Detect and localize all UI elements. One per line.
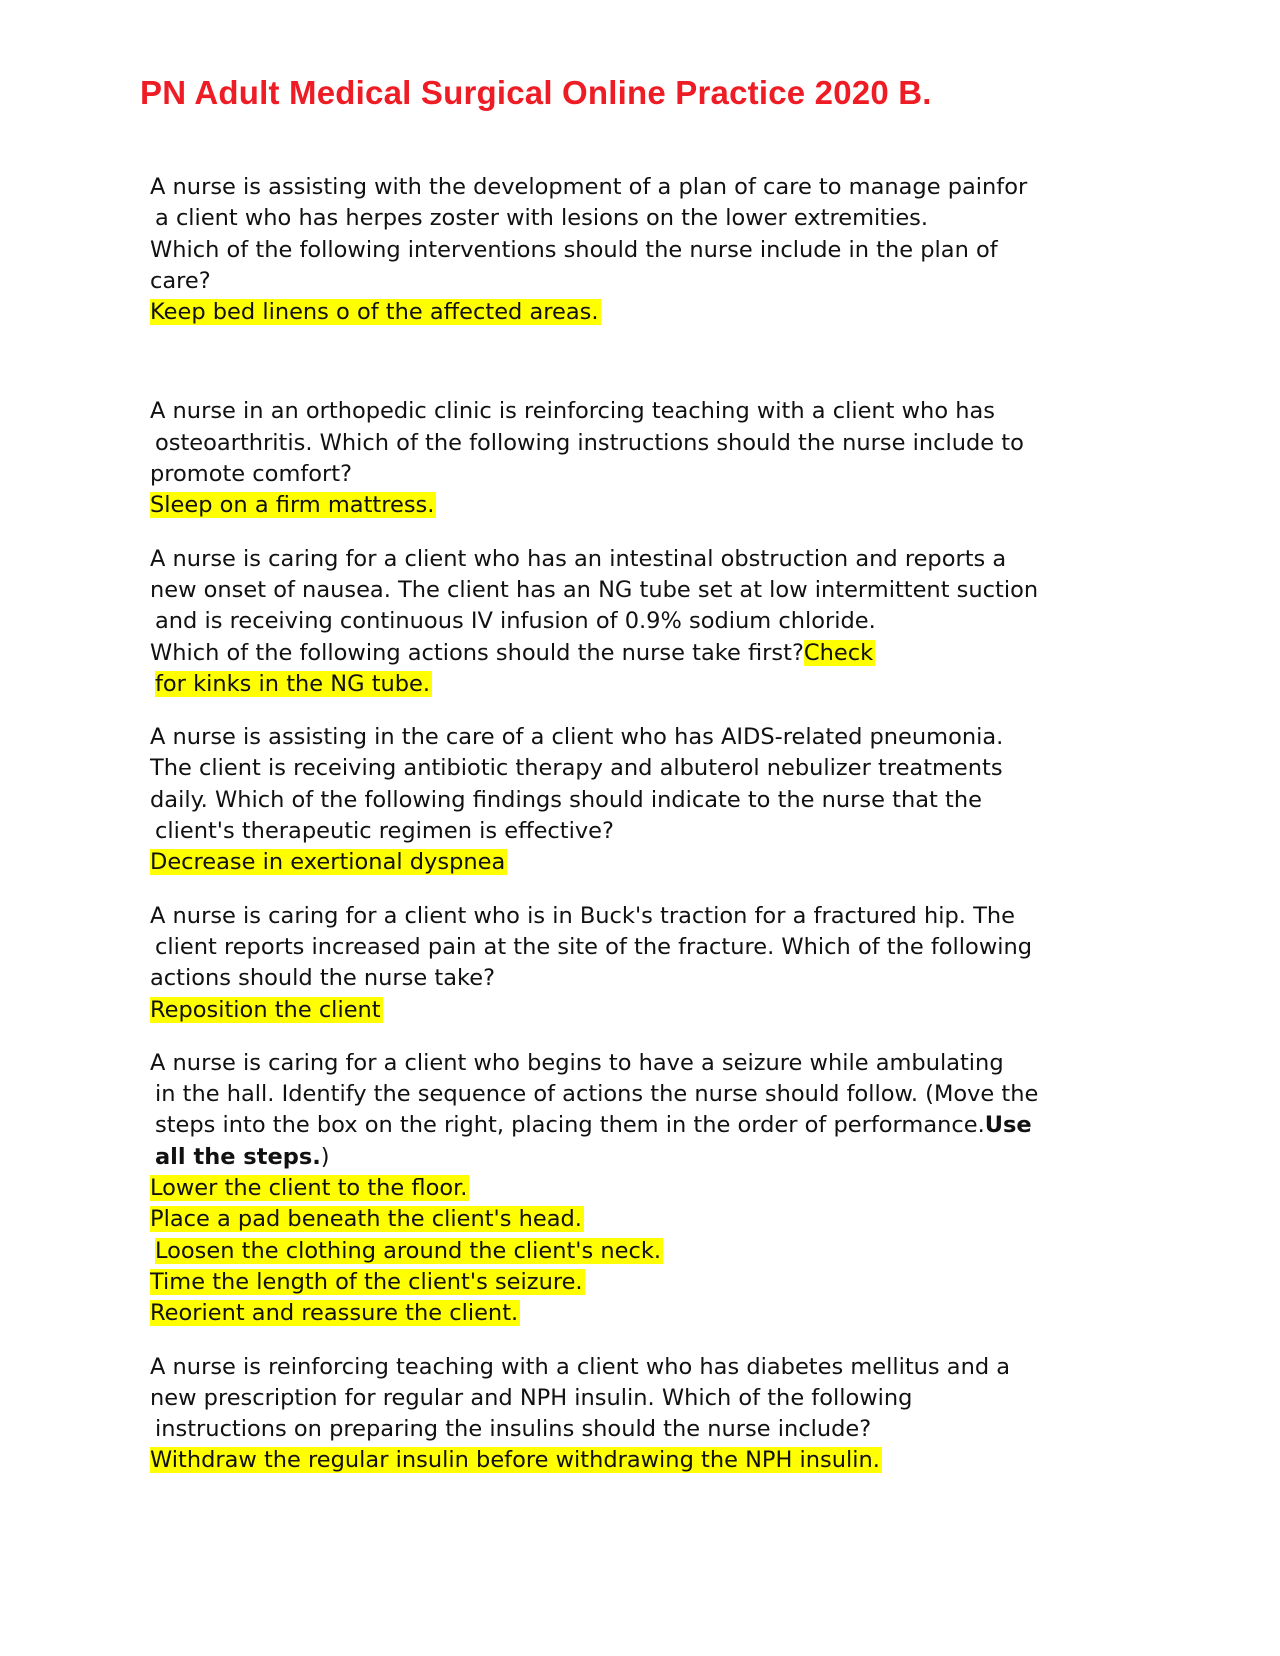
highlighted-answer-start: Check — [803, 639, 874, 666]
question-text-segment: ) — [320, 1143, 330, 1170]
highlighted-answer-step-3: Loosen the clothing around the client's neck. — [155, 1237, 661, 1264]
question-text-line: Which of the following interventions should the nurse include in the plan of — [150, 236, 998, 263]
question-4 — [150, 722, 1125, 878]
highlighted-answer: Sleep on a firm mattress. — [150, 492, 435, 519]
question-text-line: A nurse is assisting with the development of a plan of care to manage painfor — [150, 174, 1028, 200]
question-text-line: A nurse is caring for a client who begins to have a seizure while ambulating — [150, 1049, 1004, 1076]
question-text-line: a client who has herpes zoster with lesions on the lower extremities. — [155, 205, 929, 232]
question-text-line: osteoarthritis. Which of the following instructions should the nurse include to — [155, 429, 1024, 456]
question-text-line: and is receiving continuous IV infusion of 0.9% sodium chloride. — [155, 608, 876, 635]
question-text-line: The client is receiving antibiotic therapy and albuterol nebulizer treatments — [150, 755, 1003, 782]
highlighted-answer-step-5: Reorient and reassure the client. — [150, 1300, 519, 1327]
document-body — [150, 172, 1125, 1477]
highlighted-answer-step-2: Place a pad beneath the client's head. — [150, 1206, 582, 1233]
question-text-line: in the hall. Identify the sequence of actions the nurse should follow. (Move the — [155, 1081, 1039, 1108]
question-text-line: care? — [150, 267, 211, 294]
highlighted-answer-step-4: Time the length of the client's seizure. — [150, 1268, 583, 1295]
bold-instruction: Use — [984, 1112, 1032, 1139]
highlighted-answer: Reposition the client — [150, 996, 381, 1023]
question-text-line: new prescription for regular and NPH insulin. Which of the following — [150, 1384, 913, 1411]
question-5 — [150, 901, 1125, 1026]
question-text-line: new onset of nausea. The client has an NG tube set at low intermittent suction — [150, 576, 1039, 603]
highlighted-answer-step-1: Lower the client to the floor. — [150, 1175, 468, 1202]
question-text-segment: Which of the following actions should the nurse take first? — [150, 639, 804, 666]
question-3 — [150, 544, 1125, 700]
question-text-line: A nurse is reinforcing teaching with a client who has diabetes mellitus and a — [150, 1353, 1011, 1380]
highlighted-answer: for kinks in the NG tube. — [155, 670, 431, 697]
question-1 — [150, 172, 1125, 328]
highlighted-answer: Keep bed linens o of the affected areas. — [150, 299, 599, 326]
highlighted-answer: Withdraw the regular insulin before withdrawing the NPH insulin. — [150, 1447, 880, 1474]
question-text-line: A nurse is caring for a client who has an intestinal obstruction and reports a — [150, 545, 1007, 572]
question-text-line: instructions on preparing the insulins should the nurse include? — [155, 1416, 872, 1443]
question-2 — [150, 396, 1125, 521]
question-text-line: A nurse is caring for a client who is in Buck's traction for a fractured hip. The — [150, 902, 1015, 929]
bold-instruction: all the steps. — [155, 1143, 321, 1170]
question-6 — [150, 1048, 1125, 1330]
question-text-line: A nurse in an orthopedic clinic is reinforcing teaching with a client who has — [150, 398, 996, 425]
question-text-line: promote comfort? — [150, 461, 353, 488]
document-title: PN Adult Medical Surgical Online Practice 2020 B. — [140, 74, 932, 111]
question-7 — [150, 1352, 1125, 1477]
highlighted-answer: Decrease in exertional dyspnea — [150, 849, 506, 876]
question-text-line: actions should the nurse take? — [150, 965, 496, 992]
question-text-segment: steps into the box on the right, placing them in the order of performance. — [155, 1112, 985, 1139]
question-text-line: client's therapeutic regimen is effective? — [155, 818, 614, 845]
question-text-line: daily. Which of the following findings should indicate to the nurse that the — [150, 786, 982, 813]
question-text-line: A nurse is assisting in the care of a client who has AIDS-related pneumonia. — [150, 724, 1004, 751]
question-text-line: client reports increased pain at the site of the fracture. Which of the following — [155, 933, 1033, 960]
